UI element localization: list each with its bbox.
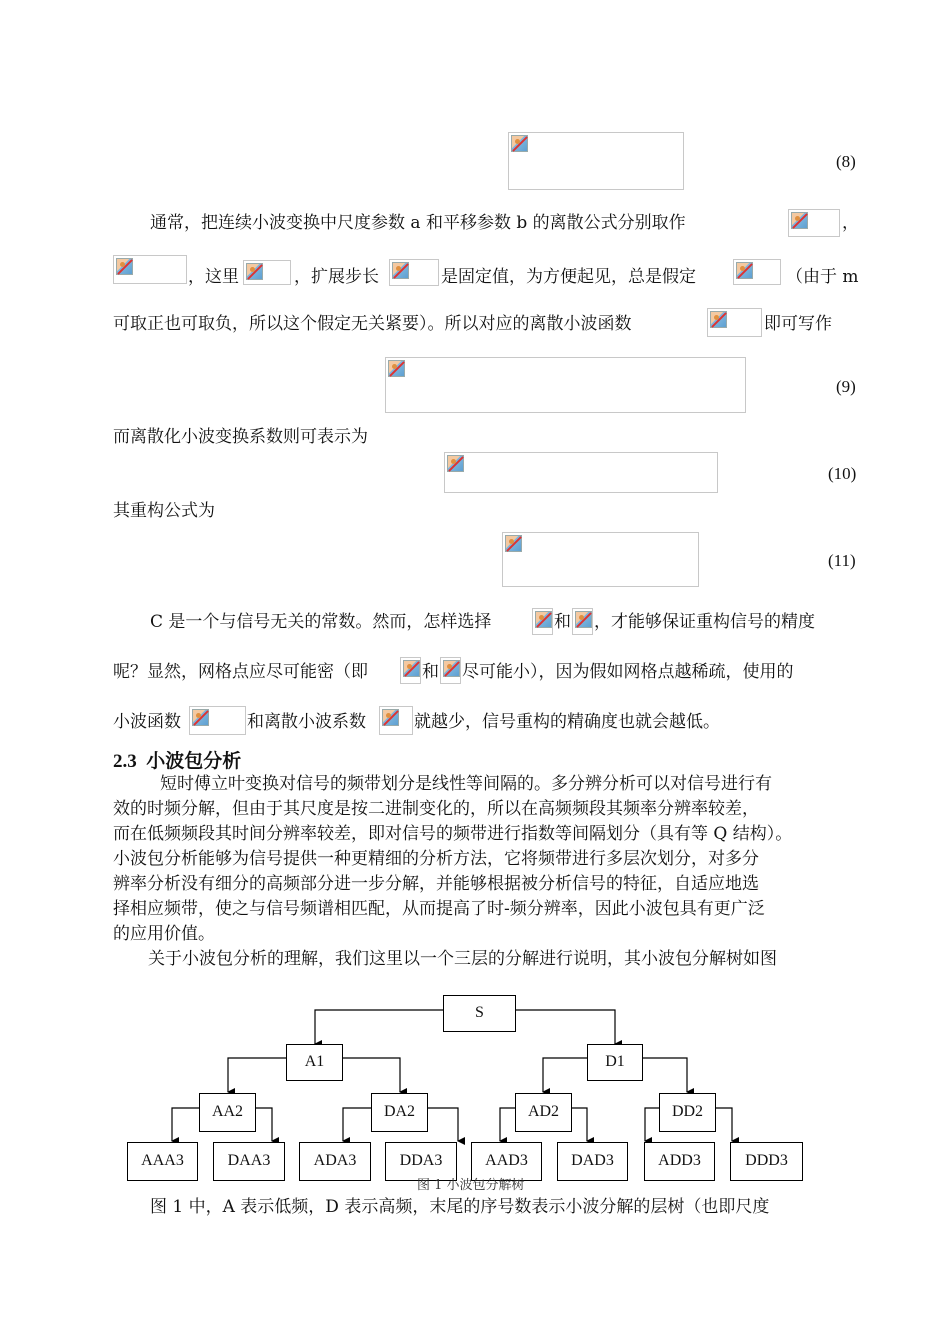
- text: ，: [842, 213, 859, 233]
- equation-number: (10): [828, 464, 857, 483]
- text: 呢？显然，网格点应尽可能密（即: [113, 662, 368, 682]
- equation-number: (11): [828, 551, 856, 570]
- edge: [343, 1058, 400, 1092]
- text-line: 效的时频分解，但由于其尺度是按二进制变化的，所以在高频频段其频率分辨率较差，: [113, 799, 759, 819]
- equation-number: (9): [836, 377, 856, 396]
- section-title: 小波包分析: [146, 751, 242, 772]
- tree-node-level3: DDD3: [730, 1142, 803, 1181]
- tree-node-level1: D1: [587, 1044, 643, 1081]
- tree-node-level2: DD2: [659, 1093, 716, 1132]
- edge: [543, 1058, 587, 1092]
- edge: [645, 1108, 659, 1141]
- tree-node-level3: DAD3: [557, 1142, 628, 1181]
- tree-node-level1: A1: [286, 1044, 343, 1081]
- text: 可取正也可取负，所以这个假定无关紧要）。所以对应的离散小波函数: [113, 314, 632, 334]
- text: C 是一个与信号无关的常数。然而，怎样选择: [150, 612, 492, 632]
- text-line: 辨率分析没有细分的高频部分进一步分解，并能够根据被分析信号的特征，自适应地选: [113, 874, 759, 894]
- text: 关于小波包分析的理解，我们这里以一个三层的分解进行说明，其小波包分解树如图: [148, 949, 777, 969]
- text: （由于 m: [786, 267, 859, 287]
- text: 小波函数: [113, 712, 181, 732]
- equation-number: (8): [836, 152, 856, 171]
- edge: [500, 1108, 515, 1141]
- text: 通常，把连续小波变换中尺度参数 a 和平移参数 b 的离散公式分别取作: [150, 213, 686, 233]
- text: 尽可能小），因为假如网格点越稀疏，使用的: [462, 662, 794, 682]
- edge: [572, 1108, 587, 1141]
- text-line: 的应用价值。: [113, 924, 215, 944]
- text: 其重构公式为: [113, 501, 215, 521]
- section-number: 2.3: [113, 751, 137, 772]
- figure-caption: 图 1 小波包分解树: [417, 1178, 525, 1193]
- edge: [428, 1108, 458, 1141]
- edge: [172, 1108, 199, 1141]
- text: ，这里: [188, 267, 239, 287]
- text: 而离散化小波变换系数则可表示为: [113, 427, 368, 447]
- edge: [228, 1058, 286, 1092]
- tree-node-level2: DA2: [371, 1093, 428, 1132]
- edge: [343, 1108, 371, 1141]
- text-line: 小波包分析能够为信号提供一种更精细的分析方法，它将频带进行多层次划分，对多分: [113, 849, 759, 869]
- text-line: 而在低频频段其时间分辨率较差，即对信号的频带进行指数等间隔划分（具有等 Q 结构）。: [113, 824, 793, 844]
- text: 和: [554, 612, 571, 632]
- text-line: 择相应频带，使之与信号频谱相匹配，从而提高了时-频分辨率，因此小波包具有更广泛: [113, 899, 765, 919]
- tree-node-level3: AAA3: [127, 1142, 198, 1181]
- text: ，扩展步长: [294, 267, 379, 287]
- tree-node-level2: AA2: [199, 1093, 256, 1132]
- tree-node-root: S: [443, 995, 516, 1032]
- tree-node-level3: DAA3: [213, 1142, 285, 1181]
- tree-node-level3: AAD3: [471, 1142, 542, 1181]
- edge: [643, 1058, 687, 1092]
- edge: [256, 1108, 272, 1141]
- text: 和离散小波系数: [247, 712, 366, 732]
- text: 和: [422, 662, 439, 682]
- text: ，才能够保证重构信号的精度: [594, 612, 815, 632]
- edge: [716, 1108, 732, 1141]
- text: 即可写作: [764, 314, 832, 334]
- tree-node-level3: ADD3: [644, 1142, 715, 1181]
- text-line: 短时傅立叶变换对信号的频带划分是线性等间隔的。多分辨分析可以对信号进行有: [160, 774, 772, 794]
- edge: [315, 1010, 443, 1044]
- edge: [516, 1010, 615, 1044]
- tree-node-level2: AD2: [515, 1093, 572, 1132]
- tree-node-level3: ADA3: [299, 1142, 371, 1181]
- text: 是固定值，为方便起见，总是假定: [441, 267, 696, 287]
- text: 图 1 中，A 表示低频，D 表示高频，末尾的序号数表示小波分解的层树（也即尺度: [150, 1197, 770, 1217]
- text: 就越少，信号重构的精确度也就会越低。: [414, 712, 720, 732]
- tree-node-level3: DDA3: [385, 1142, 457, 1181]
